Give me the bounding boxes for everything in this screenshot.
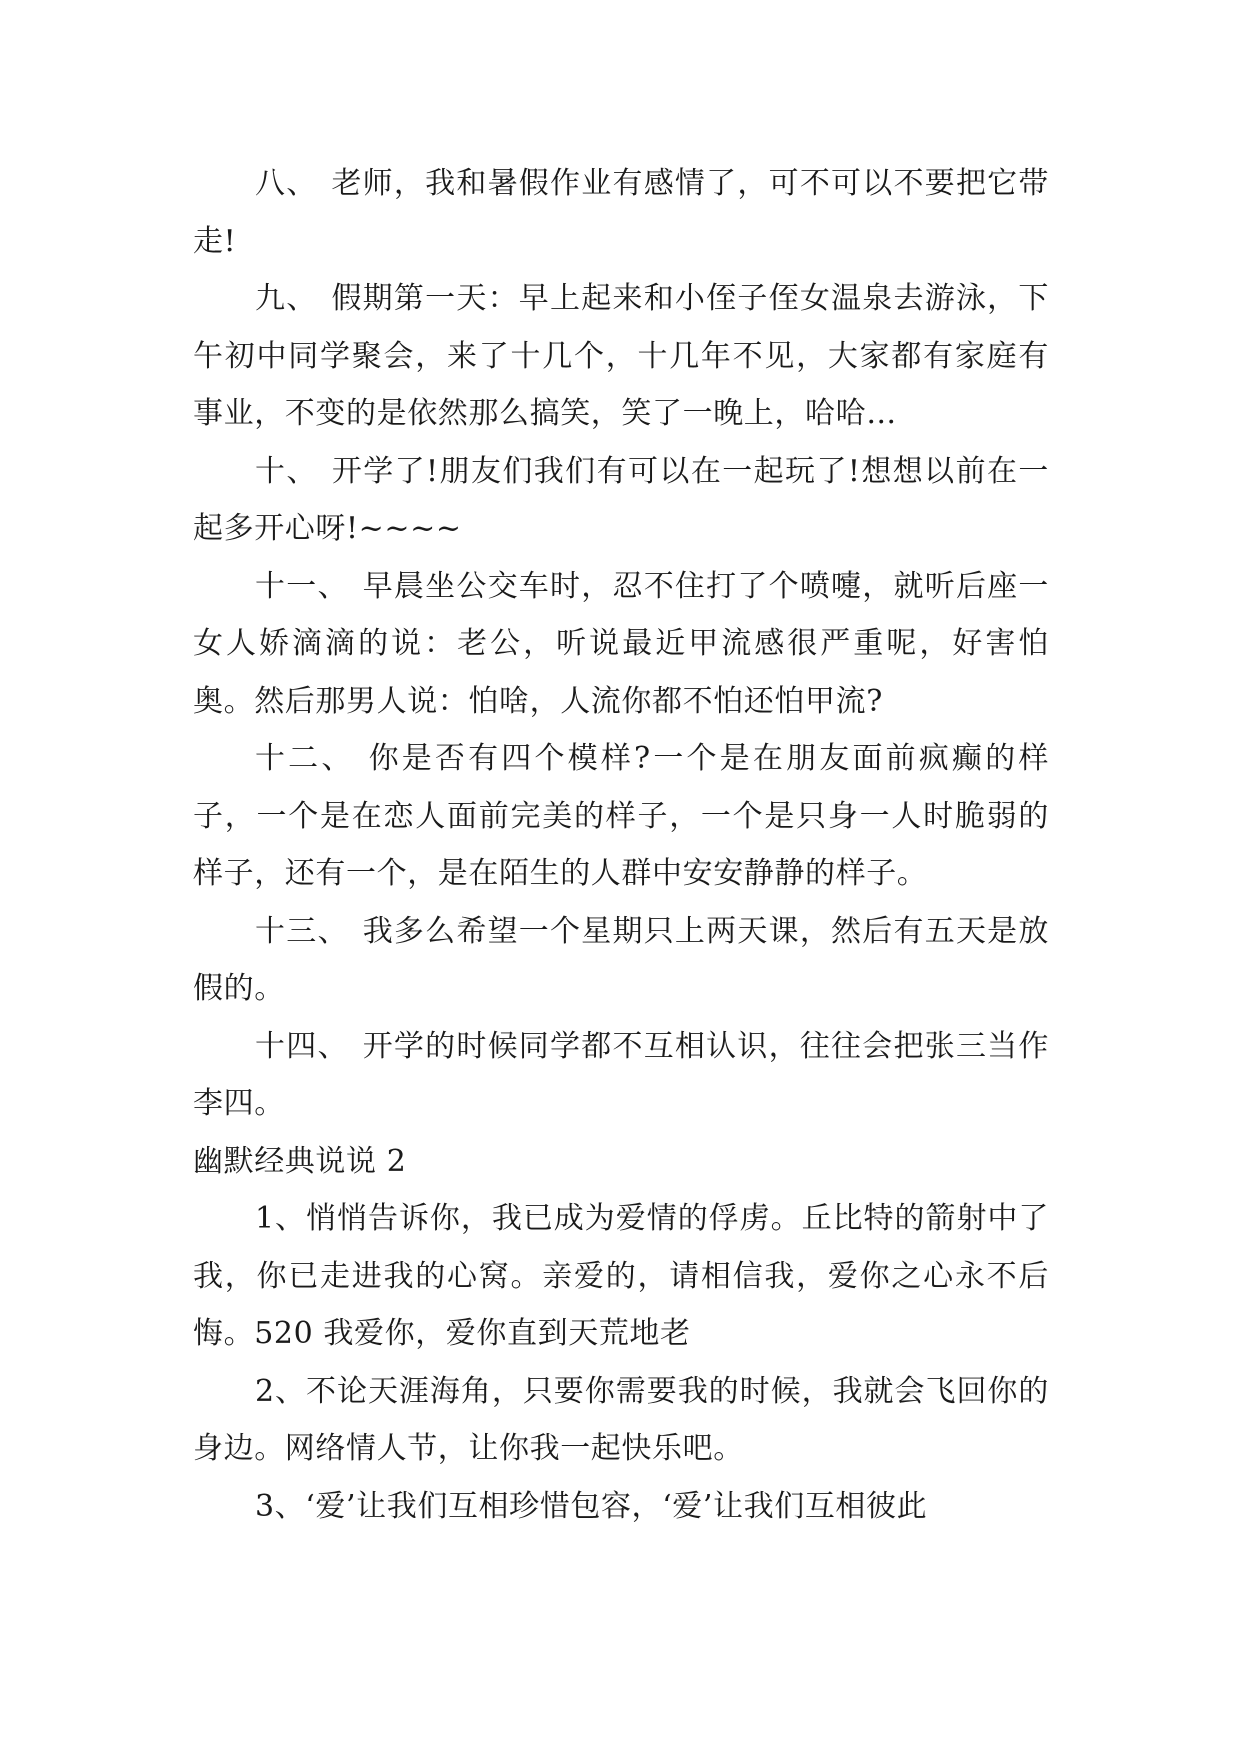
paragraph-love-3: 3、‘爱’让我们互相珍惜包容，‘爱’让我们互相彼此	[255, 1488, 928, 1524]
item-text: 你是否有四个模样?一个是在朋友面前疯癫的样子，一个是在恋人面前完美的样子，一个是只身一人时脆弱的样子，还有一个，是在陌生的人群中安安静静的样子。	[193, 741, 1049, 891]
item-text: 开学的时候同学都不互相认识，往往会把张三当作李四。	[193, 1028, 1049, 1121]
item-text: 假期第一天：早上起来和小侄子侄女温泉去游泳，下午初中同学聚会，来了十几个，十几年不见，大家都有家庭有事业，不变的是依然那么搞笑，笑了一晚上，哈哈…	[193, 281, 1049, 431]
item-number: 九、	[255, 281, 318, 316]
paragraph-8	[193, 155, 1049, 270]
paragraph-11	[193, 558, 1049, 731]
item-number: 十一、	[255, 568, 349, 604]
paragraph-10	[193, 443, 1049, 558]
item-number: 十二、	[255, 741, 355, 776]
paragraph-13	[193, 903, 1049, 1018]
document-page	[193, 155, 1049, 1535]
item-text: 老师，我和暑假作业有感情了，可不可以不要把它带走!	[193, 166, 1049, 259]
item-number: 八、	[255, 166, 318, 201]
paragraph-love-2: 2、不论天涯海角，只要你需要我的时候，我就会飞回你的身边。网络情人节，让你我一起快乐吧。	[193, 1373, 1049, 1466]
item-number: 十、	[255, 453, 318, 489]
paragraph-14	[193, 1018, 1049, 1133]
item-text: 开学了!朋友们我们有可以在一起玩了!想想以前在一起多开心呀!~~~~	[193, 453, 1049, 546]
item-text: 我多么希望一个星期只上两天课，然后有五天是放假的。	[193, 913, 1049, 1006]
paragraph-9	[193, 270, 1049, 443]
item-number: 十四、	[255, 1028, 349, 1064]
item-number: 十三、	[255, 913, 349, 949]
item-text: 早晨坐公交车时，忍不住打了个喷嚏，就听后座一女人娇滴滴的说：老公，听说最近甲流感很严重呢，好害怕奥。然后那男人说：怕啥，人流你都不怕还怕甲流?	[193, 568, 1049, 719]
section-heading: 幽默经典说说 2	[193, 1143, 407, 1179]
paragraph-12	[193, 730, 1049, 903]
paragraph-love-1: 1、悄悄告诉你，我已成为爱情的俘虏。丘比特的箭射中了我，你已走进我的心窝。亲爱的，请相信我，爱你之心永不后悔。520 我爱你，爱你直到天荒地老	[193, 1201, 1049, 1351]
